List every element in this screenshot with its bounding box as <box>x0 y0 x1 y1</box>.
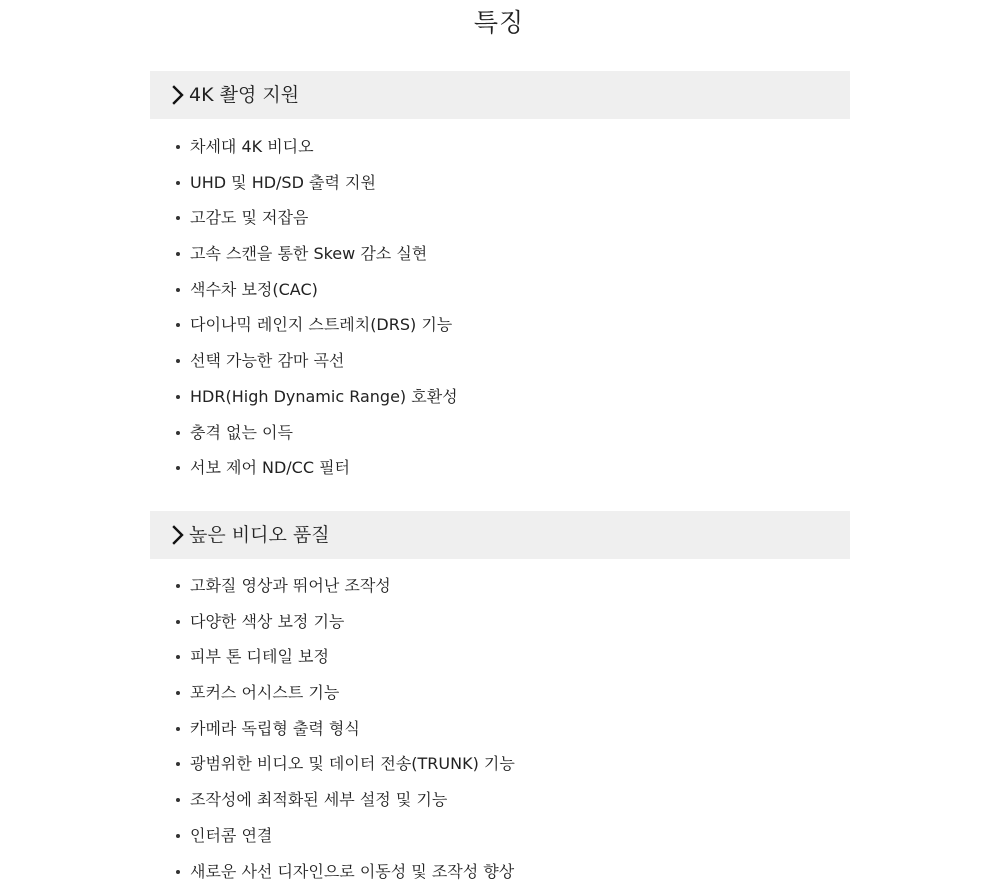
list-item-text: 조작성에 최적화된 세부 설정 및 기능 <box>190 790 448 810</box>
list-item <box>150 818 850 854</box>
bullet <box>176 620 180 624</box>
bullet <box>176 431 180 435</box>
bullet <box>176 798 180 802</box>
list-item <box>150 415 850 451</box>
bullet <box>176 762 180 766</box>
list-item <box>150 129 850 165</box>
bullet <box>176 145 180 149</box>
bullet <box>176 584 180 588</box>
list-item <box>150 236 850 272</box>
list-item-text: 고감도 및 저잡음 <box>190 208 309 228</box>
list-item-text: 선택 가능한 감마 곡선 <box>190 351 345 371</box>
list-item-text: 광범위한 비디오 및 데이터 전송(TRUNK) 기능 <box>190 754 515 774</box>
bullet <box>176 466 180 470</box>
section-header-4k-shooting[interactable] <box>150 71 850 119</box>
bullet <box>176 691 180 695</box>
list-item <box>150 604 850 640</box>
bullet <box>176 323 180 327</box>
list-item-text: 카메라 독립형 출력 형식 <box>190 718 360 738</box>
list-item <box>150 272 850 308</box>
bullet <box>176 655 180 659</box>
list-item-text: 다양한 색상 보정 기능 <box>190 611 345 631</box>
list-item-text: 서보 제어 ND/CC 필터 <box>190 458 351 478</box>
section-title: 4K 촬영 지원 <box>189 84 300 106</box>
page-title: 특징 <box>473 8 525 37</box>
section-header-high-video-quality[interactable] <box>150 511 850 559</box>
list-item <box>150 568 850 604</box>
list-item-text: 고화질 영상과 뛰어난 조작성 <box>190 576 391 595</box>
bullet <box>176 834 180 838</box>
bullet <box>176 395 180 399</box>
bullet <box>176 727 180 731</box>
list-item <box>150 675 850 711</box>
list-item-text: 피부 톤 디테일 보정 <box>190 647 329 667</box>
list-item <box>150 639 850 675</box>
list-item <box>150 307 850 343</box>
list-item <box>150 165 850 201</box>
list-item-text: UHD 및 HD/SD 출력 지원 <box>190 172 376 192</box>
list-item-text: 인터콤 연결 <box>190 825 273 845</box>
list-item <box>150 854 850 889</box>
list-item-text: HDR(High Dynamic Range) 호환성 <box>190 386 458 406</box>
list-item-text: 포커스 어시스트 기능 <box>190 683 340 703</box>
section-title: 높은 비디오 품질 <box>189 524 330 546</box>
feature-list-4k-shooting <box>150 129 850 486</box>
list-item-text: 충격 없는 이득 <box>190 422 293 442</box>
bullet <box>176 252 180 256</box>
list-item <box>150 782 850 818</box>
feature-list-high-video-quality <box>150 568 850 889</box>
list-item-text: 차세대 4K 비디오 <box>190 137 314 156</box>
list-item-text: 고속 스캔을 통한 Skew 감소 실현 <box>190 244 428 264</box>
bullet <box>176 359 180 363</box>
chevron-right-icon <box>170 84 186 106</box>
bullet <box>176 288 180 292</box>
list-item <box>150 343 850 379</box>
list-item <box>150 746 850 782</box>
bullet <box>176 216 180 220</box>
list-item-text: 다이나믹 레인지 스트레치(DRS) 기능 <box>190 315 453 335</box>
list-item-text: 색수차 보정(CAC) <box>190 279 318 299</box>
list-item-text: 새로운 사선 디자인으로 이동성 및 조작성 향상 <box>190 861 515 881</box>
chevron-right-icon <box>170 524 186 546</box>
list-item <box>150 200 850 236</box>
list-item <box>150 711 850 747</box>
list-item <box>150 379 850 415</box>
list-item <box>150 450 850 486</box>
bullet <box>176 181 180 185</box>
bullet <box>176 870 180 874</box>
